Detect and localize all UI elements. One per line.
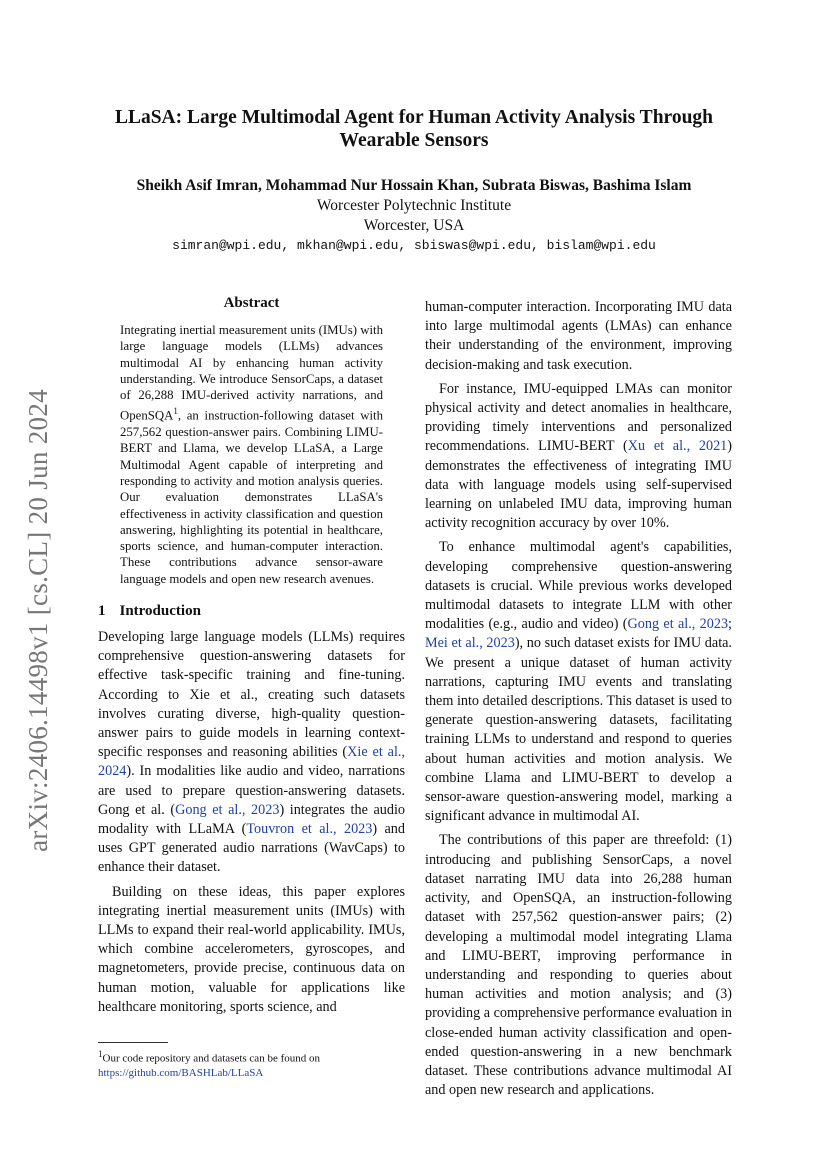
paragraph: For instance, IMU-equipped LMAs can monitor physical activity and detect anomalies in healthcare, providing timely interventions and personalized recommendations. LIMU-BERT (Xu et al., 2021) demonstrates the effectiveness of integrating IMU data with language models using self-supervised learning on unlabeled IMU data, improving human activity recognition accuracy by over 10%. <box>425 380 732 532</box>
affiliation: Worcester Polytechnic Institute <box>316 197 512 214</box>
email-list: simran@wpi.edu, mkhan@wpi.edu, sbiswas@wpi.edu, bislam@wpi.edu <box>172 238 656 253</box>
email[interactable]: bislam@wpi.edu <box>546 238 656 253</box>
citation-link[interactable]: Xu et al., 2021 <box>627 438 728 455</box>
paragraph: To enhance multimodal agent's capabilities, developing comprehensive question-answering datasets is crucial. While previous works developed multimodal datasets to integrate LLM with other modalities (e.g., audio and video) (Gong et al., 2023; Mei et al., 2023), no such dataset exists for IMU data. We present a unique dataset of human activity narrations, capturing IMU events and translating them into detailed descriptions. This dataset is used to generate question-answering datasets, facilitating training LLMs to understand and respond to queries about human activities and motion analysis. We combine Llama and LIMU-BERT to develop a sensor-aware question-answering model, marking a significant advance in multimodal AI. <box>425 539 732 825</box>
arxiv-identifier: arXiv:2406.14498v1 [cs.CL] 20 Jun 2024 <box>22 388 53 852</box>
abstract-text: Integrating inertial measurement units (IMUs) with large language models (LLMs) advances multimodal AI by enhancing human activity understanding. We introduce SensorCaps, a dataset of 26,288 IMU-derived activity narrations, and OpenSQA$^1$, an instruction-following dataset with 257,562 question-answer pairs. Combining LIMU-BERT and Llama, we develop LLaSA, a Large Multimodal Agent capable of interpreting and responding to activity and motion analysis queries. Our evaluation demonstrates LLaSA's effectiveness in activity classification and question answering, highlighting its potential in healthcare, sports science, and human-computer interaction. These contributions advance sensor-aware language models and open new research avenues. <box>120 323 383 586</box>
paper-title <box>60 106 768 152</box>
email[interactable]: sbiswas@wpi.edu <box>414 238 532 253</box>
email[interactable]: simran@wpi.edu <box>172 238 282 253</box>
citation-link[interactable]: Touvron et al., 2023 <box>246 821 373 838</box>
section-title: Introduction <box>119 603 201 620</box>
paragraph: human-computer interaction. Incorporating IMU data into large multimodal agents (LMAs) can enhance their understanding of the environment, improving decision-making and task execution. <box>425 299 732 373</box>
repo-link[interactable]: https://github.com/BASHLab/LLaSA <box>98 1066 264 1079</box>
author-names: Sheikh Asif Imran, Mohammad Nur Hossain Khan, Subrata Biswas, Bashima Islam <box>136 177 692 194</box>
right-column <box>425 298 732 1100</box>
citation-link[interactable]: Xie et al., 2024 <box>98 744 406 780</box>
abstract-heading: Abstract <box>223 295 280 311</box>
title-line-2: Wearable Sensors <box>339 130 489 151</box>
footnote-text: Our code repository and datasets can be found on <box>102 1052 320 1065</box>
citation-link[interactable]: Gong et al., 2023 <box>175 801 280 818</box>
paragraph: Developing large language models (LLMs) requires comprehensive question-answering datasets for effective task-specific training and fine-tuning. According to Xie et al., creating such datasets involves curating diverse, high-quality question-answer pairs to guide models in learning context-specific responses and reasoning abilities (Xie et al., 2024). In modalities like audio and video, narrations are used to prepare question-answering datasets. Gong et al. (Gong et al., 2023) integrates the audio modality with LLaMA (Touvron et al., 2023) and uses GPT generated audio narrations (WavCaps) to enhance their dataset. <box>98 629 406 876</box>
left-column <box>98 295 405 1017</box>
footnote-rule <box>98 1042 168 1043</box>
paragraph: The contributions of this paper are threefold: (1) introducing and publishing SensorCaps, a novel dataset narrating IMU data into 26,288 human activity, and OpenSQA, an instruction-following dataset with 257,562 question-answer pairs; (2) developing a multimodal model integrating Llama and LIMU-BERT, improving performance in understanding and responding to queries about human activities and motion analysis; and (3) providing a comprehensive performance evaluation in close-ended human activity classification and open-ended question-answering in a new benchmark dataset. These contributions advance multimodal AI and open new research and applications. <box>425 832 732 1099</box>
title-line-1: LLaSA: Large Multimodal Agent for Human Activity Analysis Through <box>114 107 714 128</box>
author-block <box>60 176 768 256</box>
location: Worcester, USA <box>363 217 465 234</box>
footnote-marker[interactable]: 1 <box>173 406 178 417</box>
email[interactable]: mkhan@wpi.edu <box>296 238 399 253</box>
citation-link[interactable]: Gong et al., 2023 <box>627 616 729 633</box>
citation-link[interactable]: Mei et al., 2023 <box>425 635 515 652</box>
footnote: $^1$Our code repository and datasets can be found on https://github.com/BASHLab/LLaSA <box>98 1042 405 1080</box>
section-number: 1 <box>98 603 106 620</box>
arxiv-sidebar <box>18 360 58 880</box>
section-heading <box>98 603 405 620</box>
paragraph: Building on these ideas, this paper explores integrating inertial measurement units (IMUs) with LLMs to expand their real-world applicability. IMUs, which combine accelerometers, gyroscopes, and magnetometers, provide precise, continuous data on human motion, valuable for applications like healthcare monitoring, sports science, and <box>98 883 405 1015</box>
